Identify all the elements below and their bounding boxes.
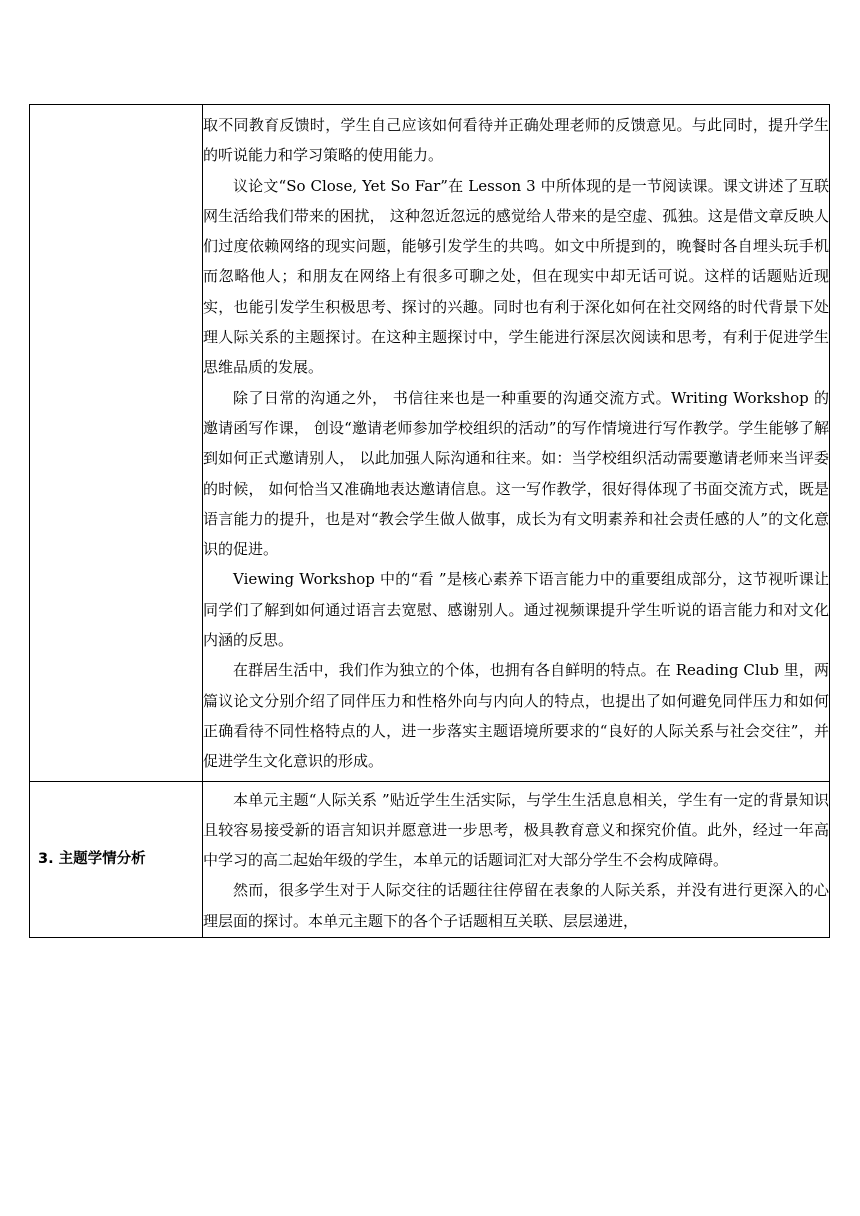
paragraph: 除了日常的沟通之外， 书信往来也是一种重要的沟通交流方式。Writing Workshop 的邀请函写作课， 创设“邀请老师参加学校组织的活动”的写作情境进行写作教学。学生能够了解到如何正式邀请别人， 以此加强人际沟通和往来。如：当学校组织活动需要邀请老师来当评委的时候， 如何恰当又准确地表达邀请信息。这一写作教学，很好得体现了书面交流方式，既是语言能力的提升，也是对“教会学生做人做事，成长为有文明素养和社会责任感的人”的文化意识的促进。: [203, 388, 829, 559]
row-content-cell: [203, 781, 830, 937]
paragraph: 本单元主题“人际关系 ”贴近学生生活实际，与学生生活息息相关，学生有一定的背景知识且较容易接受新的语言知识并愿意进一步思考，极具教育意义和探究价值。此外，经过一年高中学习的高二起始年级的学生，本单元的话题词汇对大部分学生不会构成障碍。: [203, 790, 829, 870]
paragraph: 取不同教育反馈时，学生自己应该如何看待并正确处理老师的反馈意见。与此同时，提升学生的听说能力和学习策略的使用能力。: [203, 116, 829, 165]
paragraph: 在群居生活中，我们作为独立的个体，也拥有各自鲜明的特点。在 Reading Club 里，两篇议论文分别介绍了同伴压力和性格外向与内向人的特点，也提出了如何避免同伴压力和如何正确看待不同性格特点的人，进一步落实主题语境所要求的“良好的人际关系与社会交往”，并促进学生文化意识的形成。: [203, 661, 829, 771]
row-label-cell: [30, 105, 203, 782]
paragraph: 然而，很多学生对于人际交往的话题往往停留在表象的人际关系，并没有进行更深入的心理层面的探讨。本单元主题下的各个子话题相互关联、层层递进，: [203, 881, 829, 930]
row-content-cell: [203, 105, 830, 782]
paragraph: 议论文“So Close, Yet So Far”在 Lesson 3 中所体现的是一节阅读课。课文讲述了互联网生活给我们带来的困扰， 这种忽近忽远的感觉给人带来的是空虚、孤独。这是借文章反映人们过度依赖网络的现实问题，能够引发学生的共鸣。如文中所提到的，晚餐时各自埋头玩手机而忽略他人；和朋友在网络上有很多可聊之处，但在现实中却无话可说。这样的话题贴近现实，也能引发学生积极思考、探讨的兴趣。同时也有利于深化如何在社交网络的时代背景下处理人际关系的主题探讨。在这种主题探讨中，学生能进行深层次阅读和思考，有利于促进学生思维品质的发展。: [203, 176, 829, 377]
table-row: [30, 105, 830, 782]
lesson-plan-table: [29, 104, 830, 938]
row-label: 3. 主题学情分析: [38, 851, 146, 868]
paragraph: Viewing Workshop 中的“看 ”是核心素养下语言能力中的重要组成部分，这节视听课让同学们了解到如何通过语言去宽慰、感谢别人。通过视频课提升学生听说的语言能力和对文化内涵的反思。: [203, 570, 829, 650]
table-row: [30, 781, 830, 937]
row-label-cell: [30, 781, 203, 937]
